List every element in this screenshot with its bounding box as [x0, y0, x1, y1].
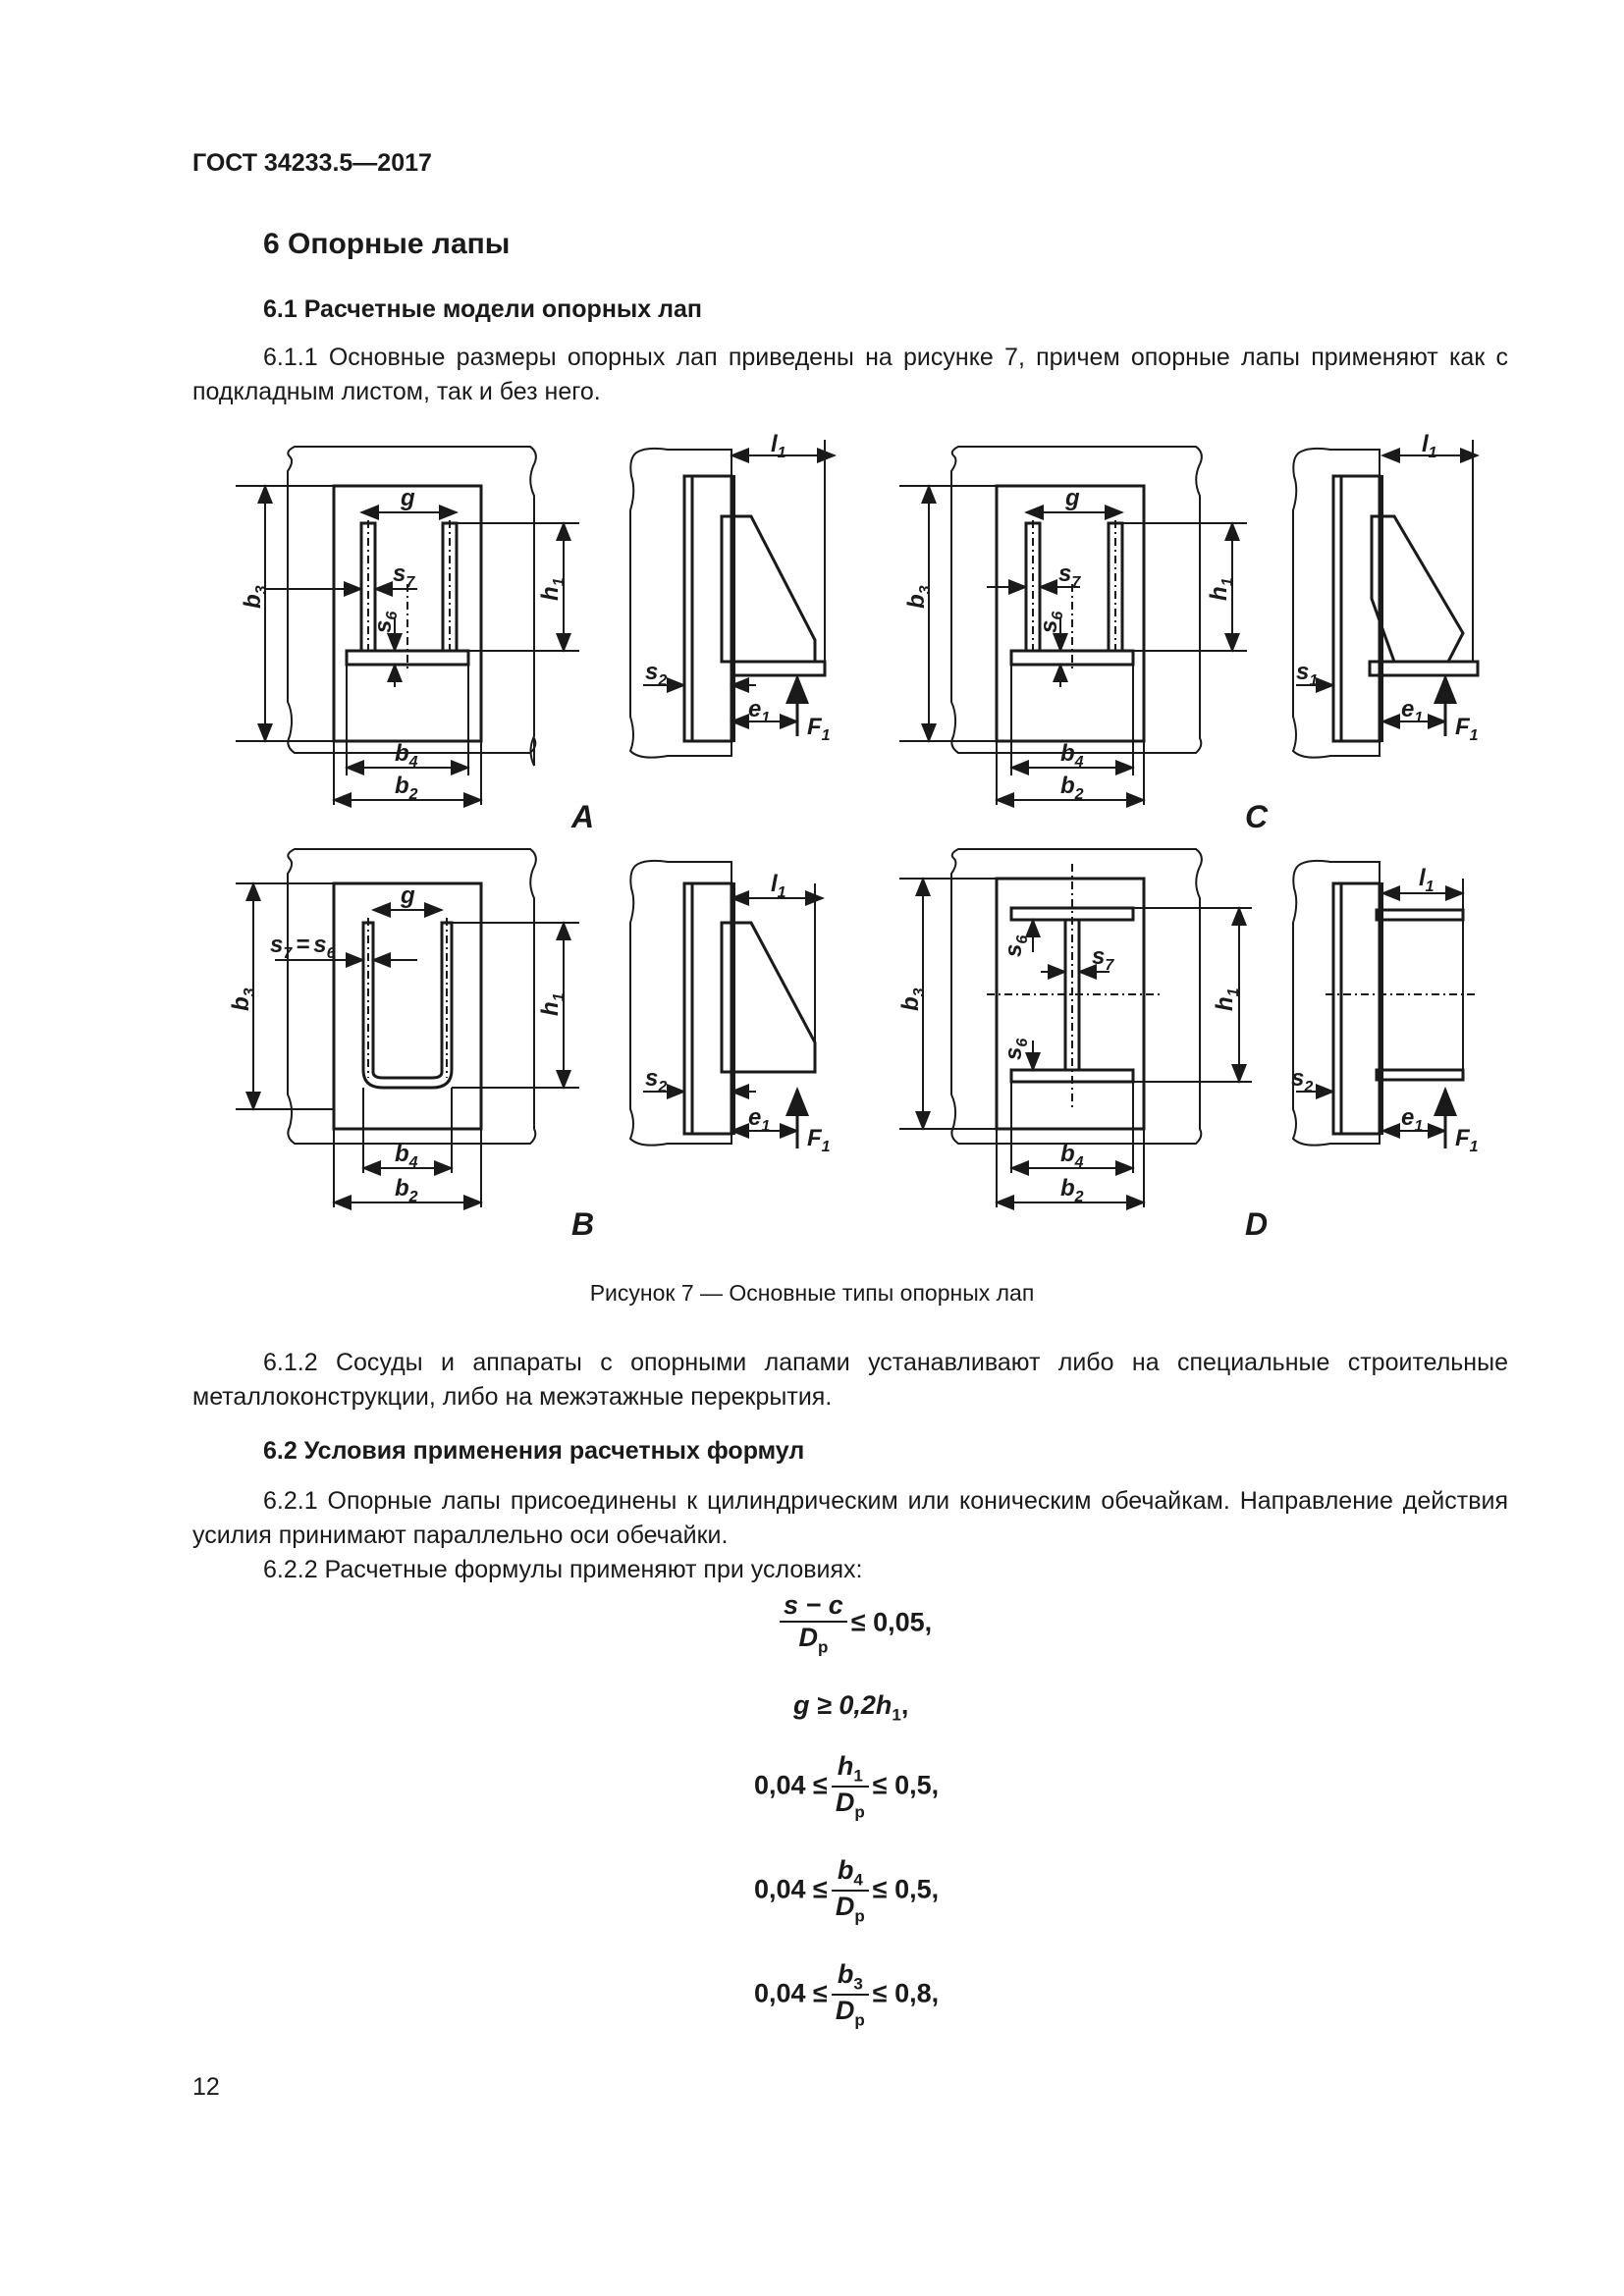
svg-text:b4: $b_4$ — [1060, 740, 1084, 771]
svg-text:s6: $s_6$ — [370, 611, 401, 633]
svg-text:s1: $s_1$ — [1296, 659, 1319, 689]
svg-text:b2: $b_2$ — [1060, 1175, 1084, 1205]
figure-caption: Рисунок 7 — Основные типы опорных лап — [589, 1280, 1035, 1306]
svg-text:b2: $b_2$ — [395, 773, 418, 803]
svg-text:l1: $l_1$ — [771, 431, 786, 461]
svg-text:h1: $h_1$ — [537, 577, 568, 601]
subsection-title-6-1: 6.1 Расчетные модели опорных лап — [263, 295, 703, 323]
variant-c-side-view — [1293, 440, 1478, 758]
page-number: 12 — [192, 2073, 220, 2101]
svg-text:F1: $F_1$ — [807, 1125, 831, 1155]
svg-text:g: g — [401, 485, 415, 511]
paragraph-6-1-1: 6.1.1 Основные размеры опорных лап приведены на рисунке 7, причем опорные лапы применяют как с подкладным листом, так и без него. — [192, 344, 1508, 405]
variant-label-d: D — [1245, 1206, 1269, 1242]
svg-text:h1: $h_1$ — [537, 992, 568, 1016]
variant-a-side-view — [630, 440, 835, 758]
svg-text:b3: $b_3$ — [903, 585, 934, 609]
svg-text:s7: $s_7$ — [393, 561, 415, 591]
svg-text:s2: $s_2$ — [645, 659, 668, 689]
svg-text:b3: $b_3$ — [240, 585, 270, 609]
svg-text:g: g — [401, 882, 415, 909]
variant-b-side-view — [630, 861, 823, 1148]
svg-text:e1: $e_1$ — [748, 1104, 771, 1135]
variant-label-b: B — [571, 1206, 595, 1242]
svg-text:b4: $b_4$ — [1060, 1141, 1084, 1171]
svg-text:F1: $F_1$ — [807, 714, 831, 744]
formula-5: 0,04 ≤ $\frac{b_3}{D_р}$ ≤ 0,8, — [754, 1959, 940, 2030]
svg-text:l1: $l_1$ — [1422, 431, 1437, 461]
formula-1: $\frac{s - c}{D_р}$ ≤ 0,05, — [776, 1590, 932, 1657]
svg-text:b4: $b_4$ — [395, 740, 418, 771]
svg-text:b3: $b_3$ — [897, 988, 928, 1011]
variant-label-c: C — [1245, 799, 1269, 834]
svg-text:s6: $s_6$ — [1001, 1038, 1031, 1060]
svg-text:b4: $b_4$ — [395, 1141, 418, 1171]
svg-text:s7=s6: $s_7 = s_6$ — [270, 932, 336, 962]
svg-text:s7: $s_7$ — [1092, 943, 1114, 974]
svg-text:h1: $h_1$ — [1206, 577, 1236, 601]
paragraph-6-2-2: 6.2.2 Расчетные формулы применяют при условиях: — [263, 1556, 863, 1583]
formula-3: 0,04 ≤ $\frac{h_1}{D_р}$ ≤ 0,5, — [754, 1751, 940, 1822]
document-header: ГОСТ 34233.5—2017 — [192, 149, 432, 177]
svg-text:b2: $b_2$ — [395, 1175, 418, 1205]
section-title: 6 Опорные лапы — [263, 228, 511, 260]
svg-text:l1: $l_1$ — [771, 871, 786, 901]
svg-text:s2: $s_2$ — [1291, 1065, 1314, 1095]
svg-text:F1: $F_1$ — [1455, 714, 1479, 744]
svg-text:b2: $b_2$ — [1060, 773, 1084, 803]
variant-d-labels — [897, 865, 1479, 1205]
svg-text:l1: $l_1$ — [1419, 865, 1435, 895]
paragraph-6-2-1: 6.2.1 Опорные лапы присоединены к цилиндрическим или коническим обечайкам. Направление действия усилия принимают параллельно оси обечайки. — [192, 1487, 1508, 1549]
variant-label-a: A — [571, 799, 595, 834]
paragraph-6-1-2: 6.1.2 Сосуды и аппараты с опорными лапами устанавливают либо на специальные строительные металлоконструкции, либо на межэтажные перекрытия. — [192, 1349, 1508, 1411]
svg-text:g: g — [1065, 485, 1080, 511]
svg-text:s2: $s_2$ — [645, 1065, 668, 1095]
svg-text:e1: $e_1$ — [1401, 1104, 1424, 1135]
svg-text:s6: $s_6$ — [1036, 611, 1066, 633]
svg-text:b3: $b_3$ — [228, 988, 258, 1011]
formula-4: 0,04 ≤ $\frac{b_4}{D_р}$ ≤ 0,5, — [754, 1855, 940, 1926]
svg-text:e1: $e_1$ — [1401, 696, 1424, 726]
formula-2: $g \ge 0,2h_1$, — [793, 1690, 909, 1725]
svg-text:h1: $h_1$ — [1212, 988, 1242, 1011]
figure-support-legs — [0, 422, 1624, 1306]
svg-text:s7: $s_7$ — [1058, 561, 1081, 591]
svg-text:e1: $e_1$ — [748, 696, 771, 726]
svg-text:F1: $F_1$ — [1455, 1125, 1479, 1155]
svg-text:s6: $s_6$ — [1001, 934, 1031, 957]
variant-b-labels — [228, 871, 831, 1205]
variant-d-side-view — [1293, 861, 1478, 1148]
subsection-title-6-2: 6.2 Условия применения расчетных формул — [263, 1437, 805, 1465]
